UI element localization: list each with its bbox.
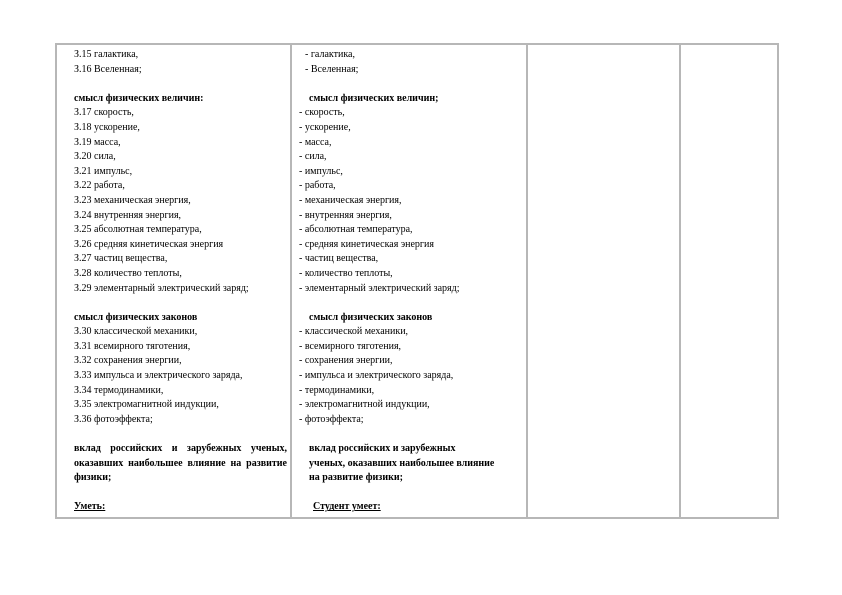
list-item: - фотоэффекта; xyxy=(299,413,364,425)
section-heading-quantities: смысл физических величин; xyxy=(309,92,439,104)
line: З.16 Вселенная; xyxy=(74,63,142,75)
list-item: - классической механики, xyxy=(299,326,409,338)
list-item: - средняя кинетическая энергия xyxy=(299,238,434,250)
list-item: - скорость, xyxy=(299,107,345,119)
list-item: З.36 фотоэффекта; xyxy=(74,413,153,425)
list-item: З.20 сила, xyxy=(74,151,116,163)
list-item: З.23 механическая энергия, xyxy=(74,194,191,206)
list-item: З.21 импульс, xyxy=(74,165,133,177)
list-item: - элементарный электрический заряд; xyxy=(299,282,460,294)
list-item: З.26 средняя кинетическая энергия xyxy=(74,238,224,250)
list-item: - ускорение, xyxy=(299,121,351,133)
section-heading-scientists-line: на развитие физики; xyxy=(309,472,403,484)
column-divider-2 xyxy=(526,45,528,517)
list-item: - сила, xyxy=(299,151,327,163)
section-heading-scientists: вклад российских и зарубежных xyxy=(309,443,456,455)
list-item: - абсолютная температура, xyxy=(299,224,413,236)
list-item: З.34 термодинамики, xyxy=(74,384,164,396)
list-item: З.29 элементарный электрический заряд; xyxy=(74,282,249,294)
list-item: - внутренняя энергия, xyxy=(299,209,392,221)
line: З.15 галактика, xyxy=(74,49,139,60)
section-heading-scientists: вклад российских и зарубежных ученых, оказавших наибольшее влияние на развитие физики; xyxy=(74,443,287,484)
list-item: - частиц вещества, xyxy=(299,253,379,265)
section-heading-scientists-line: ученых, оказавших наибольшее влияние xyxy=(309,457,495,469)
column-learning-outcomes xyxy=(299,48,524,515)
section-heading-laws: смысл физических законов xyxy=(309,311,433,323)
list-item: - сохранения энергии, xyxy=(299,355,393,367)
section-heading-skills: Уметь: xyxy=(74,501,106,513)
list-item: З.17 скорость, xyxy=(74,107,134,119)
list-item: З.22 работа, xyxy=(74,180,125,192)
list-item: З.32 сохранения энергии, xyxy=(74,355,182,367)
section-heading-laws: смысл физических законов xyxy=(74,311,198,323)
list-item: З.27 частиц вещества, xyxy=(74,253,168,265)
list-item: - импульс, xyxy=(299,165,343,177)
curriculum-table xyxy=(55,43,779,519)
list-item: З.19 масса, xyxy=(74,136,121,148)
list-item: З.33 импульса и электрического заряда, xyxy=(74,370,243,382)
list-item: - импульса и электрического заряда, xyxy=(299,370,454,382)
list-item: З.35 электромагнитной индукции, xyxy=(74,399,219,411)
list-item: - масса, xyxy=(299,136,332,148)
section-heading-skills: Студент умеет: xyxy=(313,501,381,513)
list-item: - работа, xyxy=(299,180,336,192)
column-knowledge-codes xyxy=(74,48,287,515)
column-divider-3 xyxy=(679,45,681,517)
list-item: З.25 абсолютная температура, xyxy=(74,224,202,236)
list-item: - количество теплоты, xyxy=(299,267,393,279)
list-item: - всемирного тяготения, xyxy=(299,340,402,352)
list-item: З.24 внутренняя энергия, xyxy=(74,209,182,221)
line: - Вселенная; xyxy=(305,63,359,75)
list-item: З.28 количество теплоты, xyxy=(74,267,182,279)
list-item: - электромагнитной индукции, xyxy=(299,399,430,411)
list-item: З.30 классической механики, xyxy=(74,326,198,338)
list-item: З.18 ускорение, xyxy=(74,121,140,133)
list-item: З.31 всемирного тяготения, xyxy=(74,340,191,352)
list-item: - термодинамики, xyxy=(299,384,375,396)
list-item: - механическая энергия, xyxy=(299,194,402,206)
line: - галактика, xyxy=(305,49,355,60)
section-heading-quantities: смысл физических величин: xyxy=(74,92,204,104)
column-divider-1 xyxy=(290,45,292,517)
